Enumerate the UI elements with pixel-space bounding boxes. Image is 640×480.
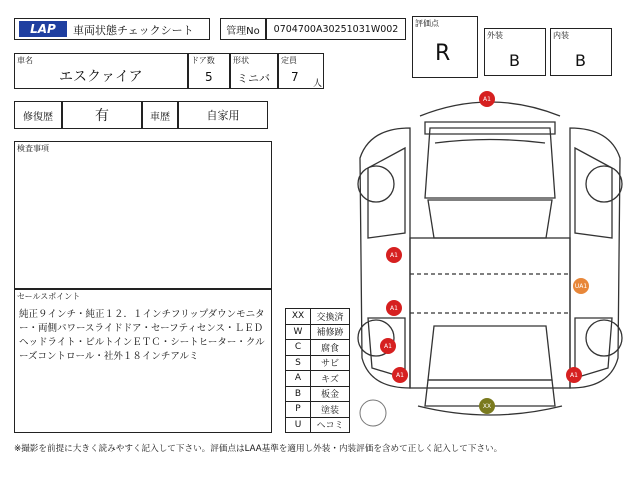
- sheet-title: 車両状態チェックシート: [73, 24, 194, 37]
- vehicle-name-box: [14, 53, 188, 89]
- wheel-front-right: [586, 166, 622, 202]
- legend-desc: 交換済: [311, 309, 350, 325]
- legend-code: B: [286, 386, 311, 402]
- legend-code: P: [286, 402, 311, 418]
- legend-desc: キズ: [311, 371, 350, 387]
- sales-box: [14, 289, 272, 433]
- legend-code: XX: [286, 309, 311, 325]
- wheel-front-left: [358, 166, 394, 202]
- interior-box: [550, 28, 612, 76]
- legend-row: [286, 309, 350, 325]
- legend-row: [286, 340, 350, 356]
- legend-code: W: [286, 324, 311, 340]
- doors-value: 5: [205, 70, 213, 84]
- legend-desc: 腐食: [311, 340, 350, 356]
- damage-marker: A1: [392, 367, 408, 383]
- legend-desc: サビ: [311, 355, 350, 371]
- repair-value: 有: [62, 101, 142, 129]
- spare-tire-icon: [358, 398, 388, 428]
- legend-row: [286, 417, 350, 433]
- right-side-outline: [570, 128, 620, 388]
- legend-row: [286, 402, 350, 418]
- sales-label: セールスポイント: [17, 292, 81, 301]
- legend-desc: 補修跡: [311, 324, 350, 340]
- legend-code: C: [286, 340, 311, 356]
- capacity-value: 7: [291, 70, 299, 84]
- footer-note: ※撮影を前提に大きく読みやすく記入して下さい。評価点はLAA基準を適用し外装・内装評価を含めて正しく記入して下さい。: [14, 444, 503, 454]
- header-bar: [14, 18, 210, 40]
- hood-line: [435, 140, 545, 144]
- vehicle-name-label: 車名: [17, 56, 33, 65]
- wheel-rear-right: [586, 320, 622, 356]
- vehicle-name: エスクァイア: [59, 69, 143, 85]
- hood-outline: [425, 128, 555, 198]
- shape-value: ミニバ: [237, 72, 270, 85]
- legend-row: [286, 386, 350, 402]
- damage-marker: A1: [386, 300, 402, 316]
- damage-marker: A1: [380, 338, 396, 354]
- capacity-label: 定員: [281, 56, 297, 65]
- damage-marker: A1: [566, 367, 582, 383]
- exterior-label: 外装: [487, 31, 503, 40]
- interior-label: 内装: [553, 31, 569, 40]
- rear-window: [428, 326, 552, 380]
- right-rear-window: [575, 318, 612, 378]
- left-front-window: [368, 148, 405, 238]
- damage-marker: UA1: [573, 278, 589, 294]
- capacity-box: [278, 53, 324, 89]
- legend-desc: ヘコミ: [311, 417, 350, 433]
- score-value: R: [435, 41, 451, 66]
- car-diagram: [350, 88, 630, 438]
- inspection-label: 検査事項: [17, 144, 49, 153]
- legend-row: [286, 324, 350, 340]
- score-box: [412, 16, 478, 78]
- score-label: 評価点: [415, 19, 439, 28]
- damage-legend: [285, 308, 350, 433]
- logo: LAP: [19, 21, 67, 37]
- doors-box: [188, 53, 230, 89]
- damage-marker: A1: [479, 91, 495, 107]
- legend-row: [286, 371, 350, 387]
- vehicle-history-label: 車歴: [142, 101, 178, 129]
- windshield: [428, 200, 552, 238]
- legend-desc: 板金: [311, 386, 350, 402]
- shape-label: 形状: [233, 56, 249, 65]
- shape-box: [230, 53, 278, 89]
- capacity-unit: 人: [313, 79, 323, 89]
- vehicle-history-value: 自家用: [178, 101, 268, 129]
- right-front-window: [575, 148, 612, 238]
- legend-code: A: [286, 371, 311, 387]
- interior-value: B: [575, 51, 586, 70]
- exterior-box: [484, 28, 546, 76]
- inspection-box: [14, 141, 272, 289]
- damage-marker: XX: [479, 398, 495, 414]
- sales-text: 純正９インチ・純正１２．１インチフリップダウンモニター・両側パワースライドドア・セーフティセンス・ＬＥＤヘッドライト・ビルトインＥＴＣ・シートヒーター・クルーズコントロール・社外１８インチアルミ: [19, 309, 265, 362]
- legend-code: U: [286, 417, 311, 433]
- damage-marker: A1: [386, 247, 402, 263]
- doors-label: ドア数: [191, 56, 215, 65]
- legend-desc: 塗装: [311, 402, 350, 418]
- mgmt-no-value: 0704700A30251031W002: [266, 18, 406, 40]
- mgmt-no-label: 管理No: [220, 18, 266, 40]
- legend-code: S: [286, 355, 311, 371]
- legend-row: [286, 355, 350, 371]
- repair-label: 修復歴: [14, 101, 62, 129]
- exterior-value: B: [509, 51, 520, 70]
